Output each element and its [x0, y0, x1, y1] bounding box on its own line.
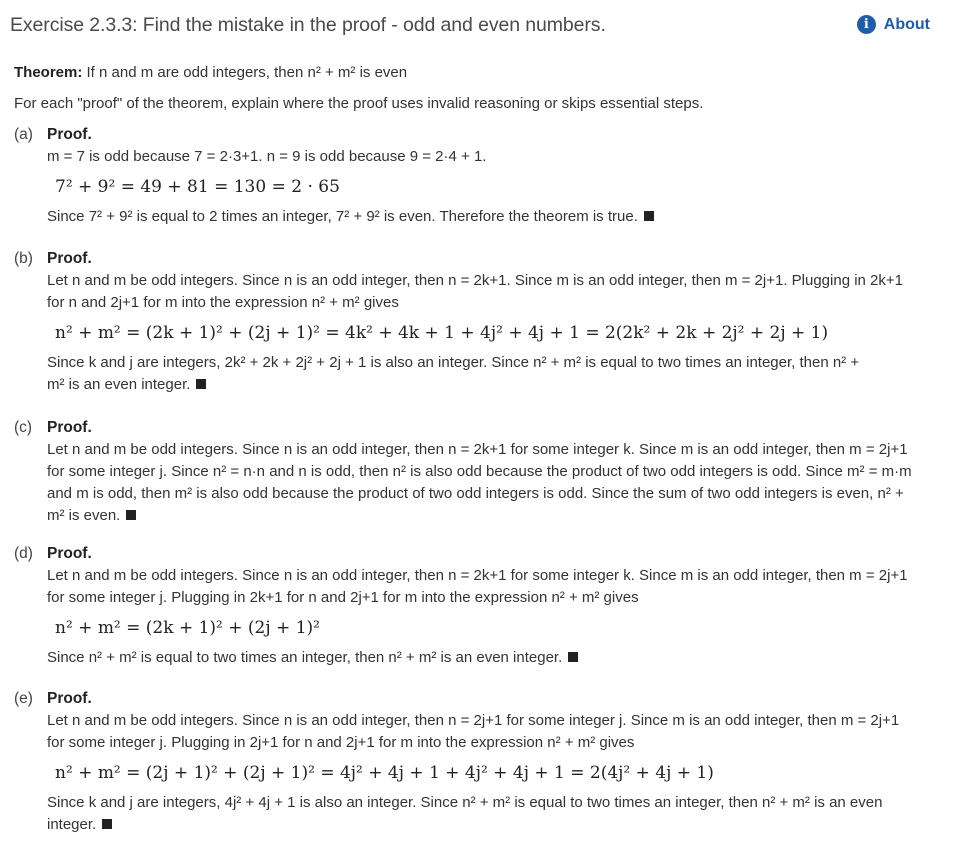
about-label: About — [883, 15, 930, 33]
proof-line: for n and 2j+1 for m into the expression n² + m² gives — [47, 294, 399, 311]
display-equation: n² + m² = (2k + 1)² + (2j + 1)² = 4k² + 4k + 1 + 4j² + 4j + 1 = 2(2k² + 2k + 2j² + 2j + 1) — [55, 323, 829, 343]
proof-heading: Proof. — [47, 250, 92, 267]
proof-line: for some integer j. Since n² = n·n and n is odd, then n² is also odd because the product of two odd integers is odd. Since m² = m·m — [47, 463, 912, 480]
info-icon: i — [857, 15, 876, 34]
proof-line: Since 7² + 9² is equal to 2 times an integer, 7² + 9² is even. Therefore the theorem is true. — [47, 208, 638, 225]
proof-heading: Proof. — [47, 419, 92, 436]
qed-symbol — [568, 652, 578, 662]
proof-line: m = 7 is odd because 7 = 2·3+1. n = 9 is odd because 9 = 2·4 + 1. — [47, 148, 487, 165]
proof-line: for some integer j. Plugging in 2k+1 for n and 2j+1 for m into the expression n² + m² gives — [47, 589, 639, 606]
proof-conclusion — [47, 374, 950, 396]
proof-line: and m is odd, then m² is also odd because the product of two odd integers is odd. Since the sum of two odd integers is even, n² + — [47, 485, 904, 502]
proof-heading: Proof. — [47, 126, 92, 143]
proof-line: Let n and m be odd integers. Since n is an odd integer, then n = 2j+1 for some integer j. Since m is an odd integer, then m = 2j+1 — [47, 712, 900, 729]
qed-symbol — [126, 510, 136, 520]
about-button[interactable] — [857, 15, 930, 34]
proof-line: Since k and j are integers, 4j² + 4j + 1 is also an integer. Since n² + m² is equal to two times an integer, then n² + m² is an even — [47, 794, 883, 811]
proof-line: for some integer j. Plugging in 2j+1 for n and 2j+1 for m into the expression n² + m² gives — [47, 734, 635, 751]
part-label: (c) — [14, 419, 33, 436]
display-equation: n² + m² = (2k + 1)² + (2j + 1)² — [55, 618, 320, 638]
proof-line: Let n and m be odd integers. Since n is an odd integer, then n = 2k+1. Since m is an odd integer, then m = 2j+1. Plugging in 2k+1 — [47, 272, 903, 289]
display-equation: 7² + 9² = 49 + 81 = 130 = 2 · 65 — [55, 177, 340, 197]
part-label: (e) — [14, 690, 33, 707]
proof-line: Let n and m be odd integers. Since n is an odd integer, then n = 2k+1 for some integer k. Since m is an odd integer, then m = 2j+1 — [47, 441, 908, 458]
proof-line: Since n² + m² is equal to two times an integer, then n² + m² is an even integer. — [47, 649, 563, 666]
qed-symbol — [102, 819, 112, 829]
theorem — [14, 62, 407, 84]
proof-conclusion — [47, 505, 950, 527]
proof-line: m² is even. — [47, 507, 121, 524]
proof-line: Let n and m be odd integers. Since n is an odd integer, then n = 2k+1 for some integer k. Since m is an odd integer, then m = 2j+1 — [47, 567, 908, 584]
instructions: For each "proof" of the theorem, explain where the proof uses invalid reasoning or skips essential steps. — [14, 95, 704, 112]
proof-conclusion — [47, 206, 950, 228]
part-label: (a) — [14, 126, 33, 143]
qed-symbol — [196, 379, 206, 389]
part-label: (d) — [14, 545, 33, 562]
header — [10, 14, 940, 44]
page-title: Exercise 2.3.3: Find the mistake in the proof - odd and even numbers. — [10, 14, 606, 36]
proof-line: m² is an even integer. — [47, 376, 191, 393]
proof-heading: Proof. — [47, 690, 92, 707]
proof-conclusion — [47, 647, 950, 669]
proof-line: integer. — [47, 816, 97, 833]
qed-symbol — [644, 211, 654, 221]
proof-heading: Proof. — [47, 545, 92, 562]
theorem-label: Theorem: — [14, 64, 83, 81]
proof-conclusion — [47, 814, 950, 836]
theorem-text: If n and m are odd integers, then n² + m² is even — [86, 64, 408, 81]
part-label: (b) — [14, 250, 33, 267]
proof-line: Since k and j are integers, 2k² + 2k + 2j² + 2j + 1 is also an integer. Since n² + m² is equal to two times an integer, then n² + — [47, 354, 860, 371]
display-equation: n² + m² = (2j + 1)² + (2j + 1)² = 4j² + 4j + 1 + 4j² + 4j + 1 = 2(4j² + 4j + 1) — [55, 763, 714, 783]
